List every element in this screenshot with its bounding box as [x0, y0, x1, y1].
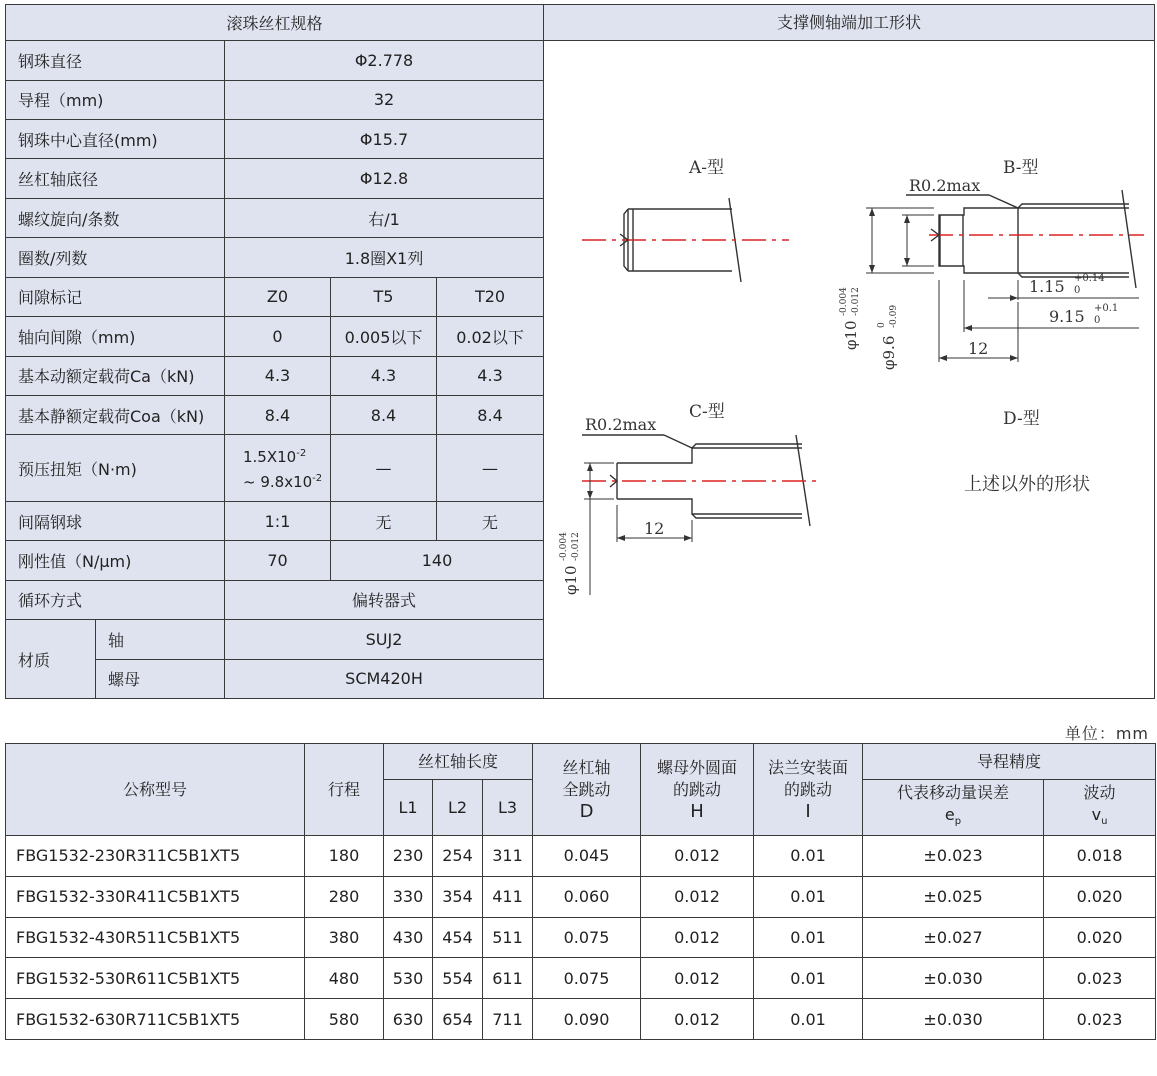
spec-label: 圈数/列数 [6, 238, 225, 277]
header-stroke: 行程 [305, 744, 384, 836]
spec-row-root-dia [6, 159, 544, 198]
spec-row-spacer [6, 501, 544, 540]
cell-i: 0.01 [754, 917, 863, 958]
cell-vu: 0.023 [1044, 958, 1156, 999]
cell-l2: 654 [433, 999, 483, 1040]
b-dia2-tol-dn: -0.09 [889, 304, 899, 328]
spec-value: 140 [331, 541, 544, 580]
cell-l3: 411 [483, 876, 533, 917]
header-runout-i-1: 法兰安装面 [768, 757, 849, 777]
spec-row-circulation [6, 580, 544, 619]
b-dia1-tol-up: -0.004 [839, 287, 849, 316]
type-c-label: C-型 [689, 402, 725, 422]
cell-l1: 230 [384, 836, 433, 877]
cell-d: 0.090 [533, 999, 641, 1040]
header-runout-h-3: H [690, 800, 704, 822]
cell-l3: 711 [483, 999, 533, 1040]
cell-model: FBG1532-530R611C5B1XT5 [6, 958, 305, 999]
b-dia2: φ9.6 [880, 335, 898, 370]
spec-value: — [437, 435, 544, 501]
header-l3: L3 [483, 780, 533, 836]
cell-model: FBG1532-230R311C5B1XT5 [6, 836, 305, 877]
cell-l1: 430 [384, 917, 433, 958]
drawing-title: 支撑侧轴端加工形状 [544, 5, 1154, 41]
material-nut-label: 螺母 [96, 659, 225, 699]
cell-l1: 630 [384, 999, 433, 1040]
header-runout-d-1: 丝杠轴 [562, 757, 611, 777]
b-dia1-tol-dn: -0.012 [851, 287, 861, 316]
c-dia-tol-up: -0.004 [559, 532, 569, 561]
spec-value: 1:1 [225, 501, 331, 540]
spec-title: 滚珠丝杠规格 [6, 5, 544, 41]
spec-row-lead [6, 80, 544, 119]
cell-l2: 354 [433, 876, 483, 917]
spec-label: 螺纹旋向/条数 [6, 198, 225, 237]
cell-h: 0.012 [641, 917, 754, 958]
cell-i: 0.01 [754, 958, 863, 999]
cell-d: 0.075 [533, 958, 641, 999]
cell-stroke: 180 [305, 836, 384, 877]
cell-l1: 330 [384, 876, 433, 917]
spec-row-rigidity [6, 541, 544, 580]
spec-value: 8.4 [225, 396, 331, 435]
header-runout-h-1: 螺母外圆面 [657, 757, 738, 777]
model-table [5, 743, 1156, 1040]
spec-value: 4.3 [225, 356, 331, 395]
header-runout-d-2: 全跳动 [562, 779, 611, 799]
cell-l1: 530 [384, 958, 433, 999]
spec-label: 轴向间隙（mm) [6, 317, 225, 356]
cell-d: 0.060 [533, 876, 641, 917]
preload-line1: 1.5X10 [243, 448, 297, 467]
c-len: 12 [644, 519, 665, 538]
cell-vu: 0.023 [1044, 999, 1156, 1040]
cell-h: 0.012 [641, 876, 754, 917]
cell-stroke: 480 [305, 958, 384, 999]
spec-row-dyn-load [6, 356, 544, 395]
cell-l3: 311 [483, 836, 533, 877]
cell-i: 0.01 [754, 836, 863, 877]
cell-l3: 611 [483, 958, 533, 999]
cell-model: FBG1532-430R511C5B1XT5 [6, 917, 305, 958]
b-len2: 9.15 [1049, 307, 1085, 326]
cell-ep: ±0.027 [863, 917, 1044, 958]
header-vu [1044, 780, 1156, 836]
header-vu-sub: u [1101, 816, 1108, 828]
header-l1: L1 [384, 780, 433, 836]
material-shaft-value: SUJ2 [225, 620, 544, 659]
header-model: 公称型号 [6, 744, 305, 836]
spec-value: T5 [331, 277, 437, 316]
spec-value: 右/1 [225, 198, 544, 237]
spec-row-pcd [6, 120, 544, 159]
cell-vu: 0.018 [1044, 836, 1156, 877]
b-len3: 12 [968, 339, 989, 358]
cell-d: 0.075 [533, 917, 641, 958]
spec-value: 70 [225, 541, 331, 580]
spec-label: 钢珠中心直径(mm) [6, 120, 225, 159]
preload-exp2: -2 [312, 473, 323, 485]
spec-value: 32 [225, 80, 544, 119]
c-dia-tol-dn: -0.012 [571, 532, 581, 561]
drawing-panel [543, 4, 1155, 699]
spec-value: Φ2.778 [225, 41, 544, 80]
spec-label: 刚性值（N/μm) [6, 541, 225, 580]
header-runout-i-3: I [805, 800, 811, 822]
b-len1-tol-up: +0.14 [1074, 273, 1105, 284]
c-dia: φ10 [562, 565, 580, 595]
type-b-label: B-型 [1003, 158, 1039, 178]
shaft-end-drawing [544, 40, 1154, 698]
b-shaft-outline [939, 208, 1018, 273]
spec-value: 0.005以下 [331, 317, 437, 356]
spec-table [5, 4, 544, 699]
type-a-label: A-型 [689, 158, 725, 178]
b-len2-tol-up: +0.1 [1094, 303, 1119, 314]
spec-value: Z0 [225, 277, 331, 316]
cell-ep: ±0.030 [863, 958, 1044, 999]
b-len1: 1.15 [1029, 277, 1065, 296]
spec-row-clearance-mark [6, 277, 544, 316]
spec-value: 8.4 [331, 396, 437, 435]
spec-row-axial-clearance [6, 317, 544, 356]
cell-l2: 454 [433, 917, 483, 958]
spec-value: 4.3 [331, 356, 437, 395]
type-d-note: 上述以外的形状 [964, 474, 1090, 495]
type-d-label: D-型 [1003, 409, 1040, 429]
cell-vu: 0.020 [1044, 917, 1156, 958]
table-row [6, 876, 1156, 917]
spec-row-turns [6, 238, 544, 277]
spec-row-ball-dia [6, 41, 544, 80]
cell-h: 0.012 [641, 999, 754, 1040]
spec-value: 8.4 [437, 396, 544, 435]
header-runout-d-3: D [579, 800, 594, 822]
header-runout-i-2: 的跳动 [784, 779, 833, 799]
spec-value: — [331, 435, 437, 501]
spec-label: 预压扭矩（N·m) [6, 435, 225, 501]
spec-value: 无 [437, 501, 544, 540]
preload-range [225, 435, 331, 501]
b-len1-tol-dn: 0 [1074, 285, 1081, 296]
preload-exp1: -2 [296, 448, 307, 460]
table-row [6, 999, 1156, 1040]
material-nut-value: SCM420H [225, 659, 544, 699]
cell-model: FBG1532-330R411C5B1XT5 [6, 876, 305, 917]
cell-stroke: 280 [305, 876, 384, 917]
spec-label: 间隙标记 [6, 277, 225, 316]
spec-label: 基本动额定载荷Ca（kN) [6, 356, 225, 395]
header-lead-accuracy: 导程精度 [863, 744, 1156, 780]
spec-row-preload [6, 435, 544, 501]
b-len2-tol-dn: 0 [1094, 315, 1101, 326]
spec-row-static-load [6, 396, 544, 435]
b-dia1: φ10 [842, 320, 860, 350]
spec-value: 偏转器式 [225, 580, 544, 619]
cell-ep: ±0.023 [863, 836, 1044, 877]
material-shaft-label: 轴 [96, 620, 225, 659]
cell-ep: ±0.030 [863, 999, 1044, 1040]
cell-i: 0.01 [754, 876, 863, 917]
spec-row-material-shaft [6, 620, 544, 659]
header-runout-h-2: 的跳动 [673, 779, 722, 799]
header-runout-h [641, 744, 754, 836]
unit-label: 单位：mm [1064, 724, 1149, 743]
cell-l2: 254 [433, 836, 483, 877]
header-vu-1: 波动 [1083, 782, 1116, 802]
header-ep [863, 780, 1044, 836]
cell-vu: 0.020 [1044, 876, 1156, 917]
spec-label: 间隔钢球 [6, 501, 225, 540]
preload-line2: ~ 9.8x10 [243, 473, 313, 492]
spec-value: 1.8圈X1列 [225, 238, 544, 277]
spec-label: 材质 [6, 620, 96, 699]
header-ep-2: e [944, 804, 955, 824]
table-row [6, 917, 1156, 958]
spec-value: 无 [331, 501, 437, 540]
b-dia2-tol-up: 0 [877, 322, 887, 328]
cell-l3: 511 [483, 917, 533, 958]
spec-value: T20 [437, 277, 544, 316]
header-runout-d [533, 744, 641, 836]
header-ep-1: 代表移动量误差 [897, 782, 1010, 802]
header-ep-sub: p [954, 816, 962, 828]
cell-h: 0.012 [641, 958, 754, 999]
spec-value: Φ12.8 [225, 159, 544, 198]
spec-value: 0 [225, 317, 331, 356]
cell-model: FBG1532-630R711C5B1XT5 [6, 999, 305, 1040]
spec-value: 4.3 [437, 356, 544, 395]
c-radius-label: R0.2max [585, 415, 657, 434]
header-length: 丝杠轴长度 [384, 744, 533, 780]
spec-value: 0.02以下 [437, 317, 544, 356]
spec-value: Φ15.7 [225, 120, 544, 159]
cell-i: 0.01 [754, 999, 863, 1040]
spec-label: 丝杠轴底径 [6, 159, 225, 198]
spec-label: 导程（mm) [6, 80, 225, 119]
spec-label: 基本静额定载荷Coa（kN) [6, 396, 225, 435]
spec-label: 钢珠直径 [6, 41, 225, 80]
table-row [6, 958, 1156, 999]
header-vu-2: v [1091, 804, 1102, 824]
cell-stroke: 580 [305, 999, 384, 1040]
spec-row-thread [6, 198, 544, 237]
cell-l2: 554 [433, 958, 483, 999]
spec-label: 循环方式 [6, 580, 225, 619]
cell-ep: ±0.025 [863, 876, 1044, 917]
table-row [6, 836, 1156, 877]
cell-d: 0.045 [533, 836, 641, 877]
header-l2: L2 [433, 780, 483, 836]
b-radius-label: R0.2max [909, 176, 981, 195]
cell-stroke: 380 [305, 917, 384, 958]
cell-h: 0.012 [641, 836, 754, 877]
header-runout-i [754, 744, 863, 836]
